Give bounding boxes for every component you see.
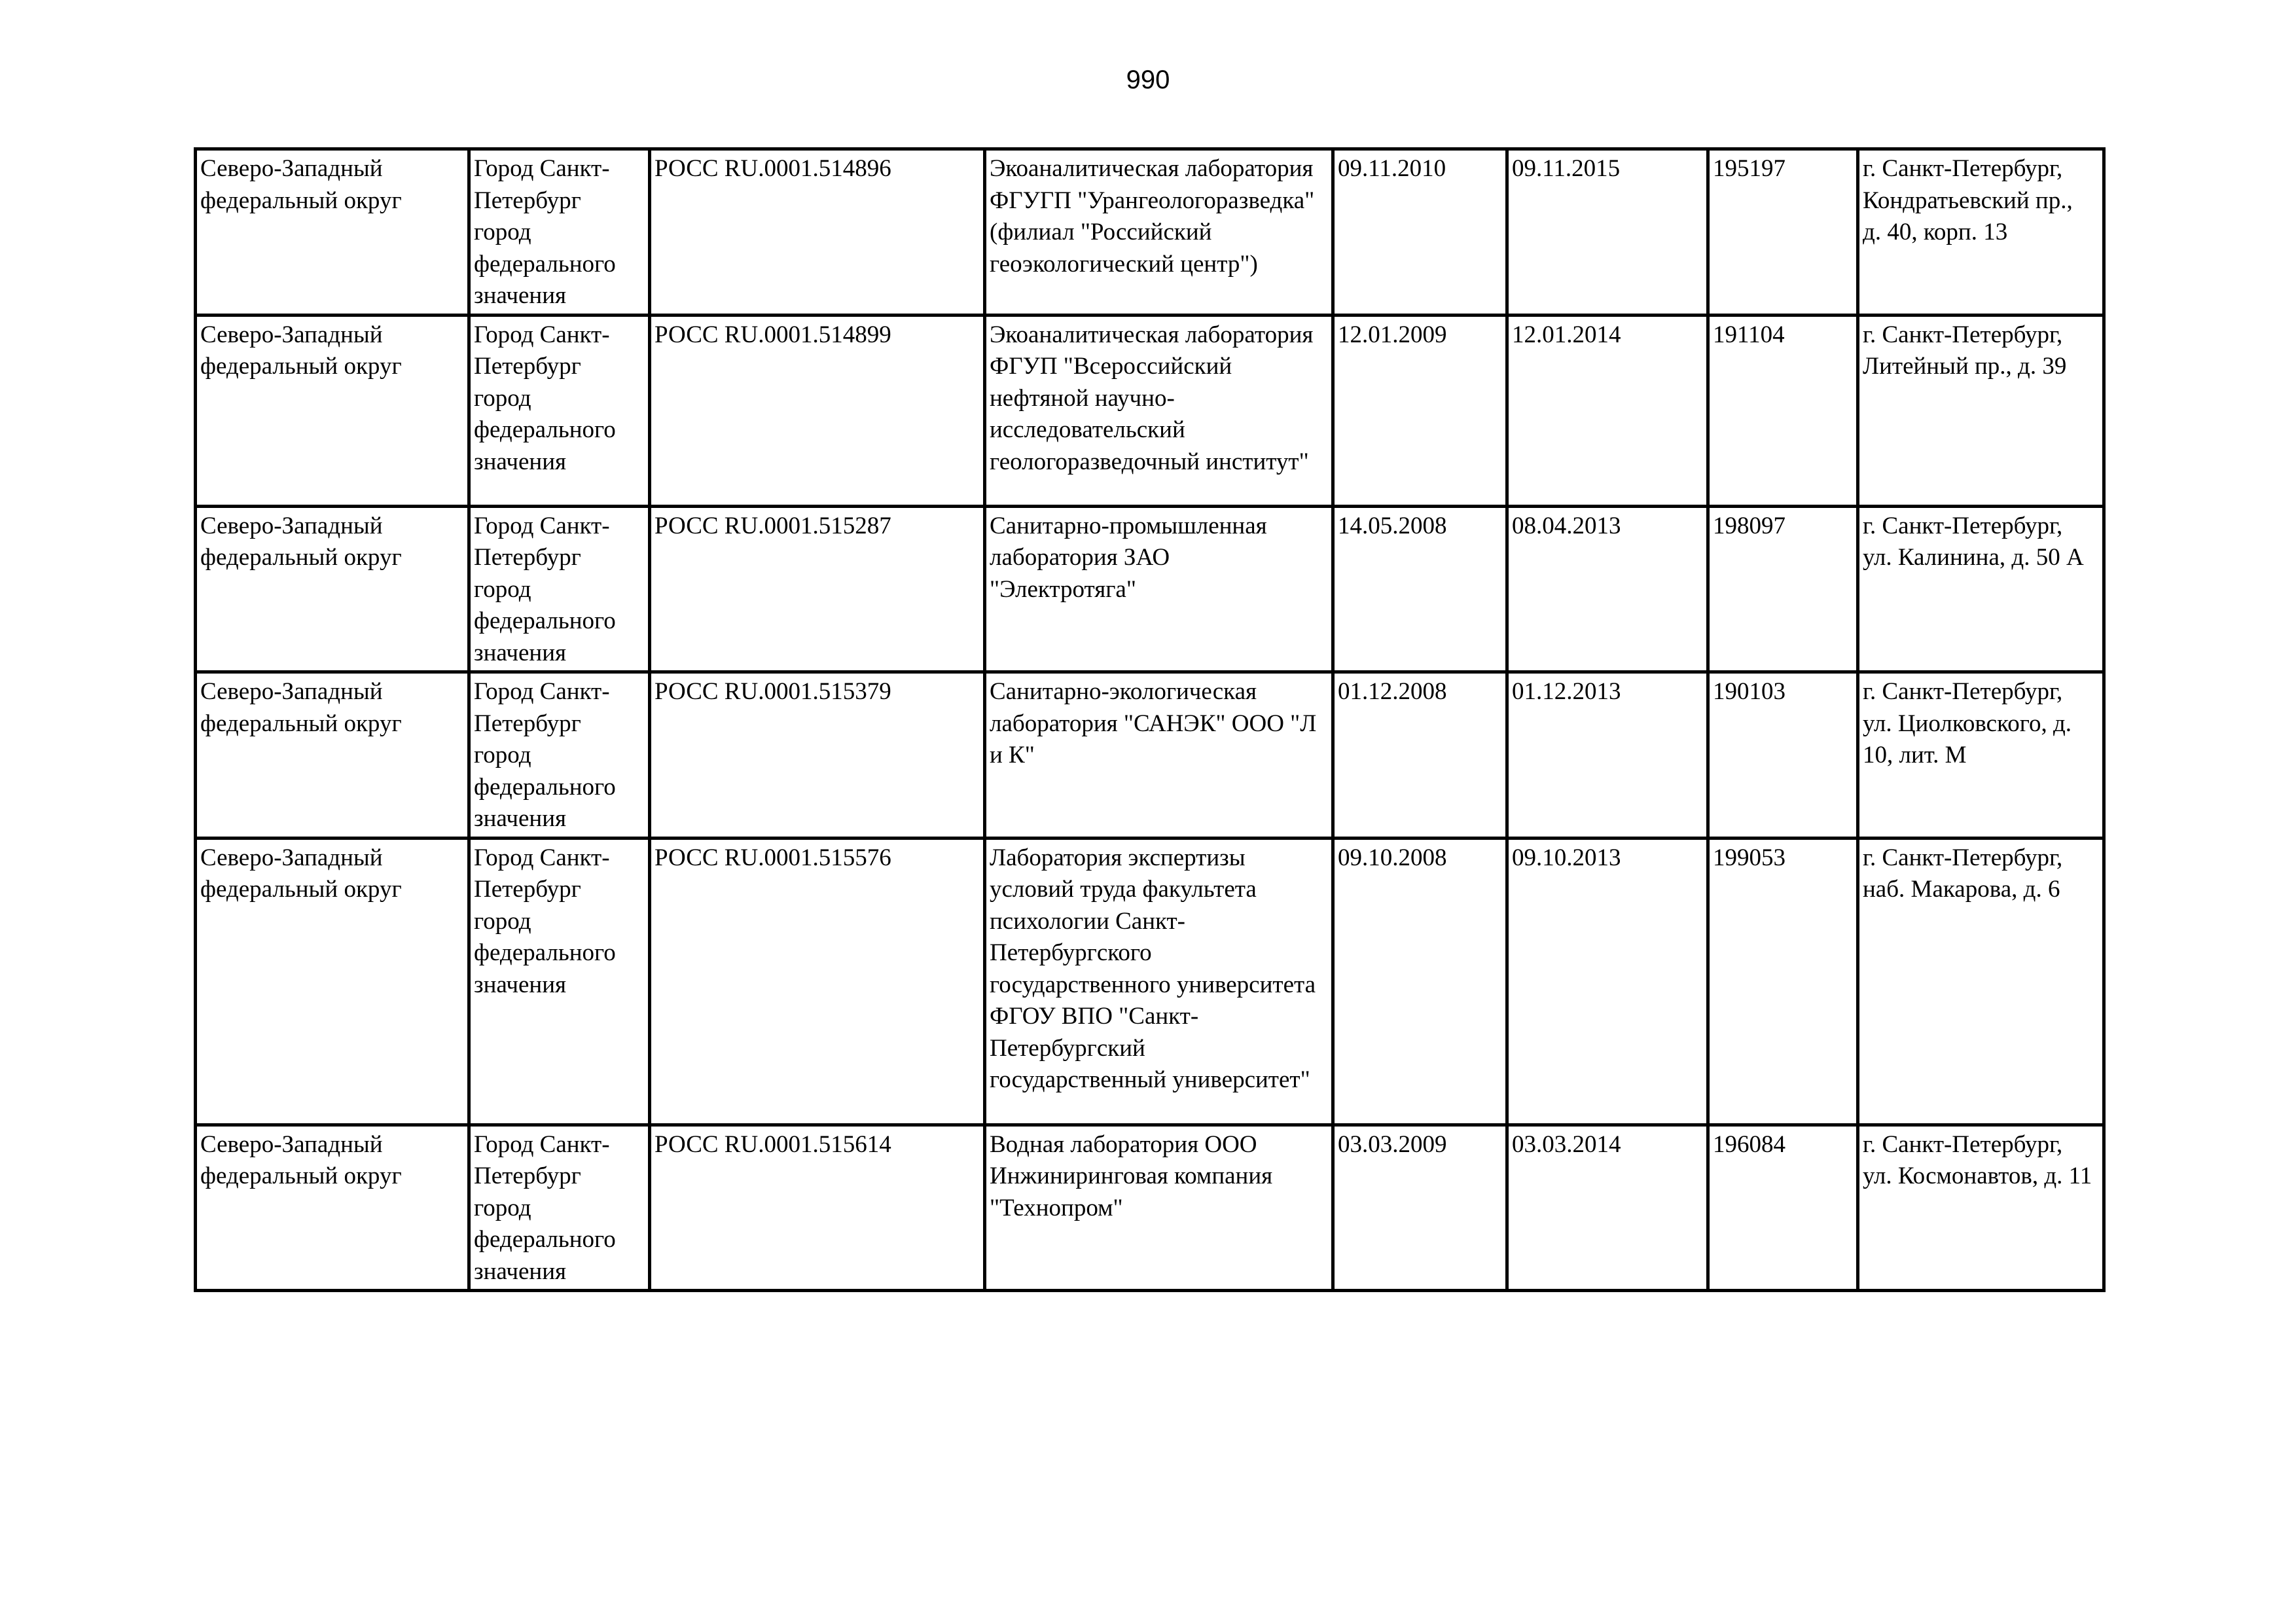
certificate-number-cell: РОСС RU.0001.514896 <box>650 149 985 316</box>
district-cell: Северо-Западный федеральный округ <box>196 506 469 672</box>
region-cell: Город Санкт- Петербург город федерального значения <box>469 315 650 506</box>
district-cell: Северо-Западный федеральный округ <box>196 315 469 506</box>
date-issued-cell: 03.03.2009 <box>1333 1125 1507 1291</box>
region-cell: Город Санкт- Петербург город федерального значения <box>469 506 650 672</box>
laboratory-name-cell: Санитарно-промышленная лаборатория ЗАО "Электротяга" <box>985 506 1333 672</box>
district-cell: Северо-Западный федеральный округ <box>196 1125 469 1291</box>
date-expires-cell: 09.10.2013 <box>1507 838 1708 1125</box>
region-cell: Город Санкт- Петербург город федерального значения <box>469 1125 650 1291</box>
region-cell: Город Санкт- Петербург город федерального значения <box>469 672 650 839</box>
table-row <box>196 149 2104 316</box>
address-cell: г. Санкт-Петербург, наб. Макарова, д. 6 <box>1858 838 2104 1125</box>
laboratory-name-cell: Экоаналитическая лаборатория ФГУП "Всероссийский нефтяной научно- исследовательский геологоразведочный институт" <box>985 315 1333 506</box>
address-cell: г. Санкт-Петербург, Литейный пр., д. 39 <box>1858 315 2104 506</box>
postcode-cell: 190103 <box>1708 672 1858 839</box>
date-issued-cell: 12.01.2009 <box>1333 315 1507 506</box>
district-cell: Северо-Западный федеральный округ <box>196 838 469 1125</box>
laboratory-name-cell: Лаборатория экспертизы условий труда факультета психологии Санкт- Петербургского государственного университета ФГОУ ВПО "Санкт- Петербургский государственный университет" <box>985 838 1333 1125</box>
district-cell: Северо-Западный федеральный округ <box>196 672 469 839</box>
certificate-number-cell: РОСС RU.0001.515614 <box>650 1125 985 1291</box>
address-cell: г. Санкт-Петербург, ул. Космонавтов, д. 11 <box>1858 1125 2104 1291</box>
postcode-cell: 191104 <box>1708 315 1858 506</box>
table-row <box>196 315 2104 506</box>
date-issued-cell: 14.05.2008 <box>1333 506 1507 672</box>
laboratory-name-cell: Санитарно-экологическая лаборатория "САНЭК" ООО "Л и К" <box>985 672 1333 839</box>
district-cell: Северо-Западный федеральный округ <box>196 149 469 316</box>
region-cell: Город Санкт- Петербург город федерального значения <box>469 149 650 316</box>
postcode-cell: 196084 <box>1708 1125 1858 1291</box>
date-expires-cell: 12.01.2014 <box>1507 315 1708 506</box>
certificate-number-cell: РОСС RU.0001.515287 <box>650 506 985 672</box>
table-row <box>196 506 2104 672</box>
postcode-cell: 195197 <box>1708 149 1858 316</box>
date-issued-cell: 09.11.2010 <box>1333 149 1507 316</box>
table-row <box>196 1125 2104 1291</box>
certificate-number-cell: РОСС RU.0001.514899 <box>650 315 985 506</box>
postcode-cell: 199053 <box>1708 838 1858 1125</box>
date-expires-cell: 01.12.2013 <box>1507 672 1708 839</box>
date-issued-cell: 09.10.2008 <box>1333 838 1507 1125</box>
address-cell: г. Санкт-Петербург, Кондратьевский пр., д. 40, корп. 13 <box>1858 149 2104 316</box>
certificate-number-cell: РОСС RU.0001.515576 <box>650 838 985 1125</box>
date-expires-cell: 03.03.2014 <box>1507 1125 1708 1291</box>
laboratory-name-cell: Водная лаборатория ООО Инжиниринговая компания "Технопром" <box>985 1125 1333 1291</box>
date-expires-cell: 09.11.2015 <box>1507 149 1708 316</box>
postcode-cell: 198097 <box>1708 506 1858 672</box>
page-number: 990 <box>1126 65 1170 94</box>
date-issued-cell: 01.12.2008 <box>1333 672 1507 839</box>
certificate-number-cell: РОСС RU.0001.515379 <box>650 672 985 839</box>
region-cell: Город Санкт- Петербург город федерального значения <box>469 838 650 1125</box>
address-cell: г. Санкт-Петербург, ул. Калинина, д. 50 А <box>1858 506 2104 672</box>
table-row <box>196 838 2104 1125</box>
laboratory-registry-table <box>194 147 2106 1292</box>
table-row <box>196 672 2104 839</box>
address-cell: г. Санкт-Петербург, ул. Циолковского, д. 10, лит. М <box>1858 672 2104 839</box>
date-expires-cell: 08.04.2013 <box>1507 506 1708 672</box>
laboratory-name-cell: Экоаналитическая лаборатория ФГУГП "Урангеологоразведка" (филиал "Российский геоэкологический центр") <box>985 149 1333 316</box>
